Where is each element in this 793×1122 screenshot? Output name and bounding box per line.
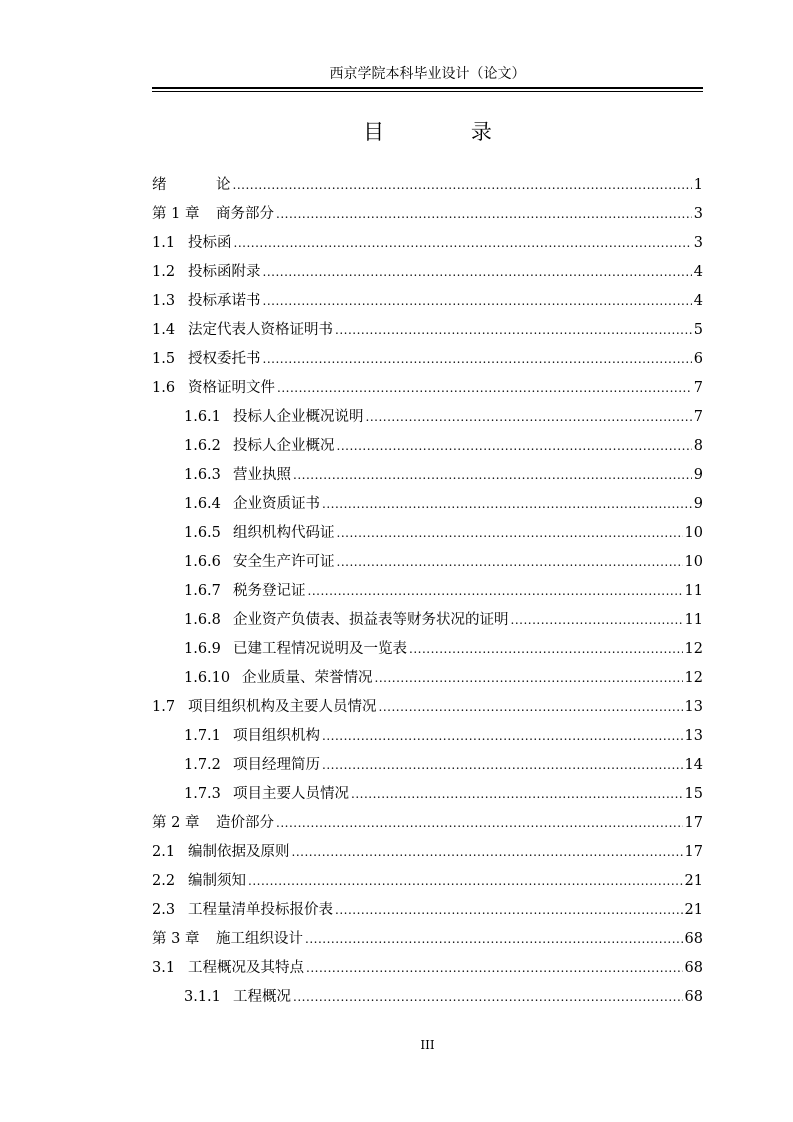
toc-entry[interactable] [152, 171, 703, 200]
toc-entry[interactable] [152, 490, 703, 519]
toc-dot-leader [337, 519, 683, 548]
toc-entry[interactable] [152, 635, 703, 664]
toc-dot-leader [276, 200, 692, 229]
toc-dot-leader [337, 432, 692, 461]
toc-dot-leader [234, 229, 692, 258]
toc-entry-page: 21 [684, 873, 703, 889]
toc-entry-title: 工程量清单投标报价表 [188, 902, 333, 918]
toc-entry[interactable] [152, 693, 703, 722]
toc-entry-title: 项目经理简历 [233, 757, 320, 773]
toc-entry-number: 1.2 [152, 264, 176, 280]
toc-dot-leader [263, 345, 692, 374]
toc-entry-title: 工程概况 [233, 989, 291, 1005]
toc-entry-number: 第 3 章 [152, 931, 200, 947]
toc-entry-title: 资格证明文件 [188, 380, 275, 396]
table-of-contents [152, 171, 703, 1012]
toc-entry[interactable] [152, 722, 703, 751]
toc-entry-page: 9 [693, 467, 703, 483]
toc-entry[interactable] [152, 925, 703, 954]
toc-entry-page: 11 [684, 583, 703, 599]
toc-entry-page: 12 [684, 670, 703, 686]
toc-dot-leader [305, 925, 683, 954]
toc-entry-number: 第 1 章 [152, 206, 200, 222]
toc-dot-leader [366, 403, 692, 432]
toc-entry-page: 8 [693, 438, 703, 454]
toc-entry-title: 项目组织机构及主要人员情况 [188, 699, 377, 715]
toc-dot-leader [263, 258, 692, 287]
toc-entry-number: 1.6.7 [184, 583, 221, 599]
toc-dot-leader [276, 809, 683, 838]
toc-entry-number: 1.6.3 [184, 467, 221, 483]
toc-dot-leader [293, 983, 683, 1012]
header-rule-thin [152, 91, 703, 92]
toc-entry[interactable] [152, 200, 703, 229]
toc-dot-leader [293, 461, 692, 490]
toc-entry[interactable] [152, 432, 703, 461]
toc-dot-leader [277, 374, 692, 403]
toc-entry-page: 3 [693, 206, 703, 222]
toc-entry-number: 1.7 [152, 699, 176, 715]
toc-entry-title: 项目主要人员情况 [233, 786, 349, 802]
toc-entry-number: 1.6.9 [184, 641, 221, 657]
toc-entry-page: 13 [684, 699, 703, 715]
toc-entry-title: 商务部分 [216, 206, 274, 222]
toc-entry[interactable] [152, 519, 703, 548]
toc-entry-page: 17 [684, 844, 703, 860]
toc-entry[interactable] [152, 780, 703, 809]
toc-entry-number: 1.6.1 [184, 409, 221, 425]
toc-dot-leader [337, 548, 683, 577]
toc-dot-leader [335, 896, 683, 925]
toc-entry-page: 14 [684, 757, 703, 773]
toc-entry-number: 1.5 [152, 351, 176, 367]
toc-entry-number: 1.7.1 [184, 728, 221, 744]
toc-entry-number: 3.1.1 [184, 989, 221, 1005]
toc-entry-title: 企业质量、荣誉情况 [242, 670, 373, 686]
toc-entry-number: 绪 [152, 177, 185, 193]
toc-dot-leader [379, 693, 683, 722]
toc-entry-title: 法定代表人资格证明书 [188, 322, 333, 338]
toc-entry-number: 1.3 [152, 293, 176, 309]
toc-entry-page: 11 [684, 612, 703, 628]
toc-entry-title: 营业执照 [233, 467, 291, 483]
toc-entry-title: 论 [216, 177, 231, 193]
toc-dot-leader [322, 490, 692, 519]
toc-entry-page: 15 [684, 786, 703, 802]
toc-entry[interactable] [152, 316, 703, 345]
toc-entry-page: 9 [693, 496, 703, 512]
toc-dot-leader [511, 606, 683, 635]
toc-entry-page: 68 [684, 960, 703, 976]
toc-dot-leader [233, 171, 692, 200]
toc-entry-page: 21 [684, 902, 703, 918]
toc-entry[interactable] [152, 954, 703, 983]
toc-entry-page: 4 [693, 293, 703, 309]
toc-entry-title: 企业资质证书 [233, 496, 320, 512]
header-rule-thick [152, 87, 703, 89]
toc-dot-leader [322, 722, 683, 751]
toc-entry-number: 2.1 [152, 844, 176, 860]
toc-dot-leader [351, 780, 683, 809]
toc-entry-page: 5 [693, 322, 703, 338]
toc-entry[interactable] [152, 577, 703, 606]
toc-entry[interactable] [152, 664, 703, 693]
toc-entry[interactable] [152, 345, 703, 374]
toc-entry-page: 12 [684, 641, 703, 657]
toc-entry-page: 68 [684, 989, 703, 1005]
toc-entry[interactable] [152, 867, 703, 896]
toc-entry-number: 第 2 章 [152, 815, 200, 831]
toc-entry-title: 已建工程情况说明及一览表 [233, 641, 407, 657]
toc-entry-title: 项目组织机构 [233, 728, 320, 744]
toc-entry-title: 投标函附录 [188, 264, 261, 280]
toc-entry-title: 授权委托书 [188, 351, 261, 367]
toc-entry-page: 17 [684, 815, 703, 831]
page-number: III [420, 1038, 435, 1052]
toc-entry-number: 2.3 [152, 902, 176, 918]
toc-entry-title: 编制依据及原则 [188, 844, 290, 860]
toc-entry-title: 编制须知 [188, 873, 246, 889]
toc-entry-title: 施工组织设计 [216, 931, 303, 947]
toc-entry-title: 投标函 [188, 235, 232, 251]
toc-entry-page: 4 [693, 264, 703, 280]
toc-dot-leader [409, 635, 683, 664]
toc-entry-number: 3.1 [152, 960, 176, 976]
toc-entry[interactable] [152, 896, 703, 925]
toc-dot-leader [308, 577, 683, 606]
toc-entry-number: 1.6.4 [184, 496, 221, 512]
toc-dot-leader [335, 316, 692, 345]
toc-entry[interactable] [152, 229, 703, 258]
toc-entry-page: 13 [684, 728, 703, 744]
toc-entry[interactable] [152, 548, 703, 577]
toc-entry-title: 企业资产负债表、损益表等财务状况的证明 [233, 612, 509, 628]
toc-entry[interactable] [152, 287, 703, 316]
toc-entry-number: 2.2 [152, 873, 176, 889]
toc-dot-leader [322, 751, 683, 780]
toc-entry[interactable] [152, 809, 703, 838]
page-header: 西京学院本科毕业设计（论文） [329, 66, 526, 82]
toc-dot-leader [375, 664, 683, 693]
toc-entry-page: 6 [693, 351, 703, 367]
toc-dot-leader [306, 954, 683, 983]
toc-entry[interactable] [152, 838, 703, 867]
toc-entry-page: 1 [693, 177, 703, 193]
toc-entry-title: 税务登记证 [233, 583, 306, 599]
toc-entry-title: 组织机构代码证 [233, 525, 335, 541]
toc-dot-leader [263, 287, 692, 316]
toc-dot-leader [292, 838, 683, 867]
toc-entry-number: 1.6.6 [184, 554, 221, 570]
toc-entry-page: 68 [684, 931, 703, 947]
toc-title: 目 录 [363, 120, 532, 144]
toc-entry-page: 7 [693, 380, 703, 396]
toc-entry-title: 造价部分 [216, 815, 274, 831]
toc-entry[interactable] [152, 258, 703, 287]
toc-entry-title: 投标人企业概况 [233, 438, 335, 454]
toc-entry[interactable] [152, 606, 703, 635]
toc-entry-page: 10 [684, 525, 703, 541]
toc-entry-number: 1.7.2 [184, 757, 221, 773]
toc-entry-number: 1.7.3 [184, 786, 221, 802]
toc-entry-page: 7 [693, 409, 703, 425]
toc-entry-number: 1.6.10 [184, 670, 231, 686]
toc-entry-number: 1.6.5 [184, 525, 221, 541]
toc-entry[interactable] [152, 374, 703, 403]
toc-entry-number: 1.1 [152, 235, 176, 251]
toc-entry-title: 工程概况及其特点 [188, 960, 304, 976]
toc-entry-number: 1.6 [152, 380, 176, 396]
toc-entry-number: 1.4 [152, 322, 176, 338]
toc-entry-title: 投标人企业概况说明 [233, 409, 364, 425]
toc-dot-leader [248, 867, 683, 896]
toc-entry-page: 3 [693, 235, 703, 251]
toc-entry-title: 安全生产许可证 [233, 554, 335, 570]
toc-entry[interactable] [152, 461, 703, 490]
toc-entry[interactable] [152, 403, 703, 432]
toc-entry-page: 10 [684, 554, 703, 570]
toc-entry[interactable] [152, 983, 703, 1012]
toc-entry[interactable] [152, 751, 703, 780]
toc-entry-title: 投标承诺书 [188, 293, 261, 309]
toc-entry-number: 1.6.2 [184, 438, 221, 454]
toc-entry-number: 1.6.8 [184, 612, 221, 628]
